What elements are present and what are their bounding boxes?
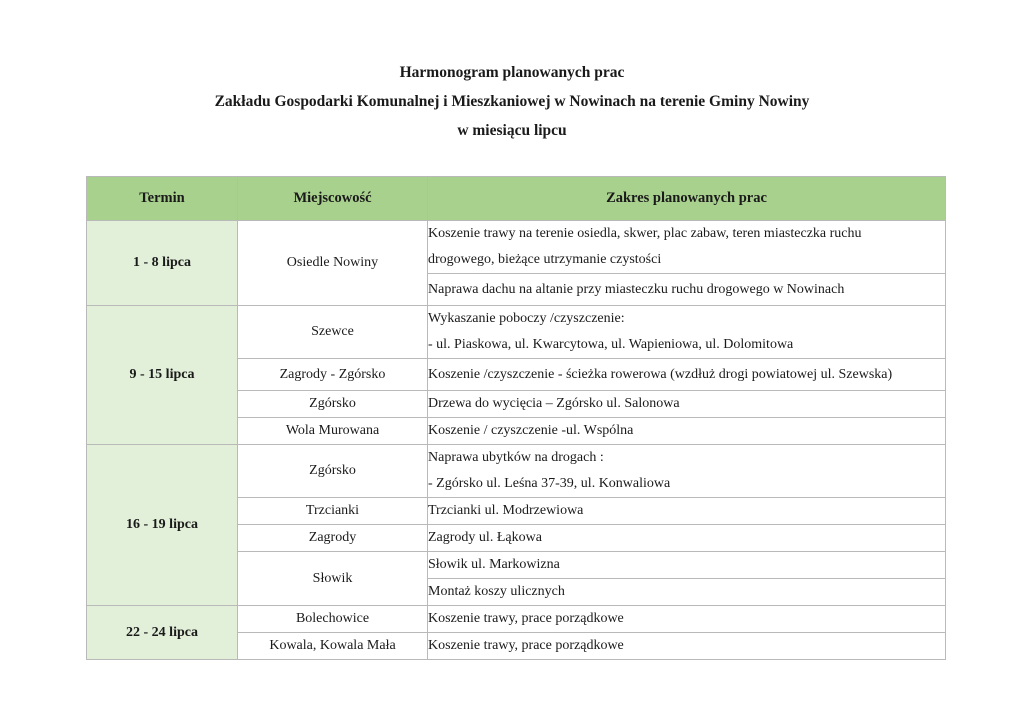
scope-line: Montaż koszy ulicznych xyxy=(428,584,565,599)
term-cell: 1 - 8 lipca xyxy=(87,221,238,306)
scope-line: Koszenie /czyszczenie - ścieżka rowerowa (wzdłuż drogi powiatowej ul. Szewska) xyxy=(428,366,893,382)
scope-line: Koszenie / czyszczenie -ul. Wspólna xyxy=(428,423,634,438)
table-header-row xyxy=(87,177,946,221)
term-cell: 9 - 15 lipca xyxy=(87,306,238,445)
scope-cell xyxy=(428,306,946,359)
scope-line: Naprawa dachu na altanie przy miasteczku ruchu drogowego w Nowinach xyxy=(428,281,845,297)
scope-line: Słowik ul. Markowizna xyxy=(428,557,560,572)
term-cell: 22 - 24 lipca xyxy=(87,606,238,660)
scope-cell xyxy=(428,525,946,552)
scope-cell xyxy=(428,359,946,391)
place-cell: Zgórsko xyxy=(238,445,428,498)
table-row xyxy=(87,445,946,498)
scope-line: Trzcianki ul. Modrzewiowa xyxy=(428,503,584,518)
scope-cell xyxy=(428,579,946,606)
place-cell: Trzcianki xyxy=(238,498,428,525)
scope-cell xyxy=(428,221,946,274)
scope-cell xyxy=(428,498,946,525)
scope-cell xyxy=(428,606,946,633)
scope-line: - ul. Piaskowa, ul. Kwarcytowa, ul. Wapieniowa, ul. Dolomitowa xyxy=(428,337,794,352)
scope-cell xyxy=(428,274,946,306)
scope-line: Drzewa do wycięcia – Zgórsko ul. Salonowa xyxy=(428,396,680,411)
document-header xyxy=(0,58,1024,145)
scope-line: Naprawa ubytków na drogach : xyxy=(428,450,604,465)
table-row xyxy=(87,221,946,274)
place-cell: Zagrody - Zgórsko xyxy=(238,359,428,391)
column-header-scope: Zakres planowanych prac xyxy=(428,177,946,221)
place-cell: Bolechowice xyxy=(238,606,428,633)
scope-line: Zagrody ul. Łąkowa xyxy=(428,530,542,545)
table-row xyxy=(87,306,946,359)
scope-line: drogowego, bieżące utrzymanie czystości xyxy=(428,252,662,267)
scope-line: Koszenie trawy na terenie osiedla, skwer, plac zabaw, teren miasteczka ruchu xyxy=(428,226,862,241)
place-cell: Szewce xyxy=(238,306,428,359)
document-title-line-2: Zakładu Gospodarki Komunalnej i Mieszkaniowej w Nowinach na terenie Gminy Nowiny xyxy=(214,93,810,110)
column-header-term: Termin xyxy=(87,177,238,221)
scope-cell xyxy=(428,391,946,418)
place-cell: Zagrody xyxy=(238,525,428,552)
scope-cell xyxy=(428,418,946,445)
place-cell: Kowala, Kowala Mała xyxy=(238,633,428,660)
place-cell: Osiedle Nowiny xyxy=(238,221,428,306)
term-cell: 16 - 19 lipca xyxy=(87,445,238,606)
place-cell: Zgórsko xyxy=(238,391,428,418)
document-title-line-3: w miesiącu lipcu xyxy=(457,122,567,139)
scope-line: - Zgórsko ul. Leśna 37-39, ul. Konwaliowa xyxy=(428,476,671,491)
schedule-table xyxy=(86,176,946,660)
place-cell: Słowik xyxy=(238,552,428,606)
document-title-line-1: Harmonogram planowanych prac xyxy=(399,64,625,81)
scope-line: Koszenie trawy, prace porządkowe xyxy=(428,611,624,626)
scope-line: Koszenie trawy, prace porządkowe xyxy=(428,638,624,653)
column-header-place: Miejscowość xyxy=(238,177,428,221)
table-row xyxy=(87,606,946,633)
place-cell: Wola Murowana xyxy=(238,418,428,445)
scope-cell xyxy=(428,633,946,660)
scope-line: Wykaszanie poboczy /czyszczenie: xyxy=(428,311,625,326)
scope-cell xyxy=(428,552,946,579)
scope-cell xyxy=(428,445,946,498)
